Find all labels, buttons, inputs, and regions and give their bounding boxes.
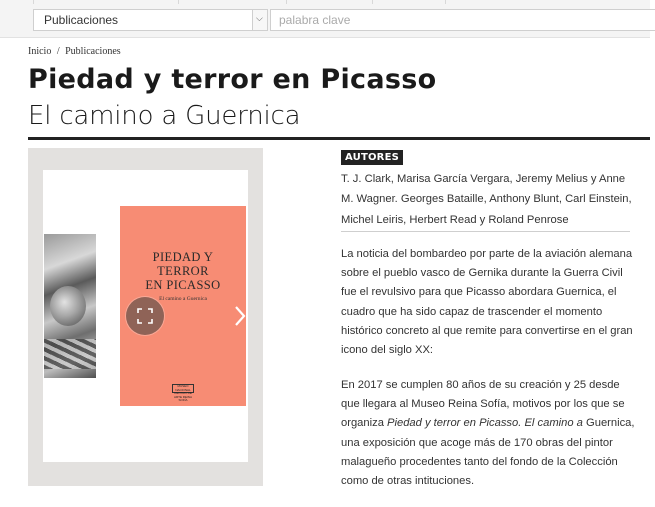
book-cover-title [120,250,246,292]
book-cover-title-line: PIEDAD Y [152,250,214,264]
authors-list: T. J. Clark, Marisa García Vergara, Jeremy Melius y Anne M. Wagner. Georges Bataille, Anthony Blunt, Carl Einstein, Michel Leiris, Herbert Read y Roland Penrose [341,173,632,226]
publisher-logo: MUSEO NACIONAL CENTRO DE ARTE REINA SOFÍA [172,384,194,393]
authors-label: AUTORES [341,150,403,165]
expand-icon [137,308,153,324]
category-select-value: Publicaciones [44,13,119,27]
search-bar [0,0,650,38]
description-paragraph: La noticia del bombardeo por parte de la aviación alemana sobre el pueblo vasco de Gernika durante la Guerra Civil fue el revulsivo para que Picasso abordara Guernica, el cuadro que ha sido capaz de trascender el momento histórico concreto al que remite para convertirse en el gran icono del siglo XX: [341,248,633,357]
tab-divider [445,0,446,4]
section-divider [341,231,630,232]
dropdown-button[interactable] [252,9,268,31]
breadcrumb-current-link[interactable]: Publicaciones [65,46,121,57]
description-text: Guernica, una exposición que acoge más de 170 obras del pintor malagueño procedentes tanto del fondo de la Colección como de otras intituciones. [341,417,635,488]
page-subtitle: El camino a Guernica [28,101,301,131]
tab-divider [33,0,34,4]
breadcrumb-separator: / [56,46,60,57]
exhibition-title-italic: Piedad y terror en Picasso. El camino a [387,417,583,430]
tab-divider [372,0,373,4]
page-title: Piedad y terror en Picasso [28,64,437,95]
tab-divider [286,0,287,4]
description-paragraph [341,376,641,491]
description-text: En 2017 se cumplen 80 años de su creación y 25 desde que llegara al Museo Reina Sofía, motivos por los que se organiza [341,379,625,430]
breadcrumb-home-link[interactable]: Inicio [28,46,52,57]
category-select[interactable] [33,9,268,31]
breadcrumb [28,46,121,57]
keyword-search-input[interactable] [270,9,655,31]
book-cover-subtitle: El camino a Guernica [159,296,207,302]
tab-divider [178,0,179,4]
title-divider [28,137,650,140]
book-cover-title-line: TERROR [157,264,209,278]
next-slide-button[interactable] [233,304,247,328]
zoom-button[interactable] [126,297,164,335]
guernica-painting-image [44,234,96,378]
book-cover-title-line: EN PICASSO [145,278,221,292]
chevron-down-icon: ⌵ [256,13,263,23]
chevron-right-icon [233,304,247,328]
